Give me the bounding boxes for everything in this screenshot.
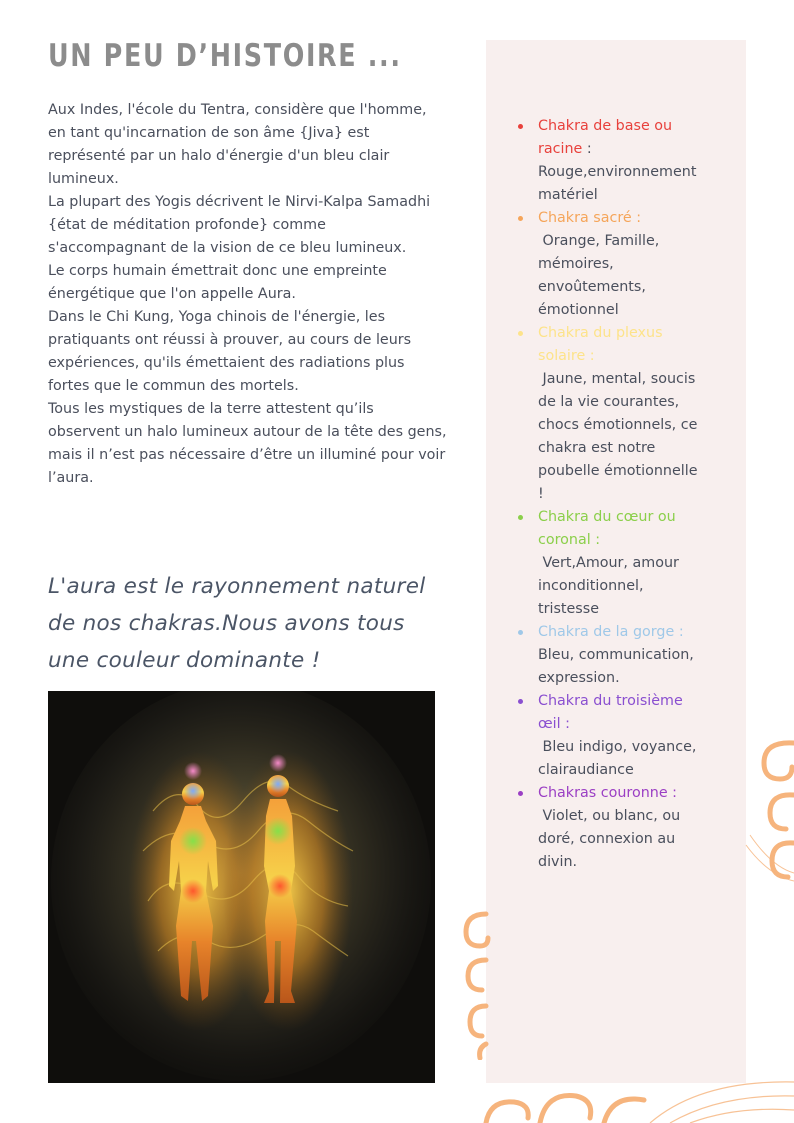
- list-item: [510, 207, 706, 322]
- history-paragraph: Aux Indes, l'école du Tentra, considère que l'homme, en tant qu'incarnation de son âme {Jiva} est représenté par un halo d'énergie d'un bleu clair lumineux.: [48, 102, 427, 187]
- chakra-name: Chakra sacré :: [538, 210, 642, 226]
- ornament-icon: [480, 1070, 794, 1123]
- history-paragraph: Dans le Chi Kung, Yoga chinois de l'énergie, les pratiquants ont réussi à prouver, au cours de leurs expériences, qu'ils émettaient des radiations plus fortes que le commun des mortels.: [48, 309, 412, 394]
- bullet-icon: [518, 331, 523, 336]
- ornament-icon: [742, 735, 794, 885]
- chakra-description: Bleu, communication, expression.: [538, 647, 694, 686]
- aura-quote: L'aura est le rayonnement naturel de nos chakras.Nous avons tous une couleur dominante !: [48, 574, 426, 673]
- chakra-description: Jaune, mental, soucis de la vie courantes, chocs émotionnels, ce chakra est notre poubelle émotionnelle !: [538, 371, 703, 502]
- ornament-icon: [460, 910, 494, 1060]
- chakra-description: Vert,Amour, amour inconditionnel, tristesse: [538, 555, 684, 617]
- list-item: [510, 115, 706, 207]
- list-item: [510, 621, 706, 690]
- chakra-name: Chakra du cœur ou coronal :: [538, 509, 676, 548]
- chakra-name: Chakra de la gorge :: [538, 624, 684, 640]
- chakra-name-sep: :: [582, 141, 592, 157]
- history-paragraph: La plupart des Yogis décrivent le Nirvi-Kalpa Samadhi {état de méditation profonde} comme s'accompagnant de la vision de ce bleu lumineux.: [48, 194, 431, 256]
- chakra-description: Orange, Famille, mémoires, envoûtements, émotionnel: [538, 233, 664, 318]
- history-text: [48, 99, 448, 490]
- chakra-name: [538, 115, 706, 161]
- bullet-icon: [518, 124, 523, 129]
- chakra-name: Chakra du troisième œil :: [538, 693, 683, 732]
- chakra-name: Chakra du plexus solaire :: [538, 325, 663, 364]
- chakra-description: Bleu indigo, voyance, clairaudiance: [538, 739, 701, 778]
- bullet-icon: [518, 515, 523, 520]
- chakra-description: Rouge,environnement matériel: [538, 164, 697, 203]
- chakra-description: Violet, ou blanc, ou doré, connexion au divin.: [538, 808, 685, 870]
- list-item: [510, 690, 706, 782]
- chakra-name: Chakras couronne :: [538, 785, 677, 801]
- aura-silhouettes-illustration: [48, 691, 435, 1083]
- chakra-list: [510, 115, 706, 874]
- list-item: [510, 782, 706, 874]
- list-item: [510, 506, 706, 621]
- aura-illustration-svg: [48, 691, 435, 1083]
- chakra-name-text: Chakra de base ou racine: [538, 118, 673, 157]
- history-paragraph: Tous les mystiques de la terre attestent qu’ils observent un halo lumineux autour de la tête des gens, mais il n’est pas nécessaire d’être un illuminé pour voir l’aura.: [48, 401, 447, 486]
- list-item: [510, 322, 706, 506]
- bullet-icon: [518, 791, 523, 796]
- bullet-icon: [518, 216, 523, 221]
- bullet-icon: [518, 699, 523, 704]
- history-paragraph: Le corps humain émettrait donc une empreinte énergétique que l'on appelle Aura.: [48, 263, 387, 302]
- bullet-icon: [518, 630, 523, 635]
- page-title: UN PEU D’HISTOIRE ...: [48, 38, 402, 74]
